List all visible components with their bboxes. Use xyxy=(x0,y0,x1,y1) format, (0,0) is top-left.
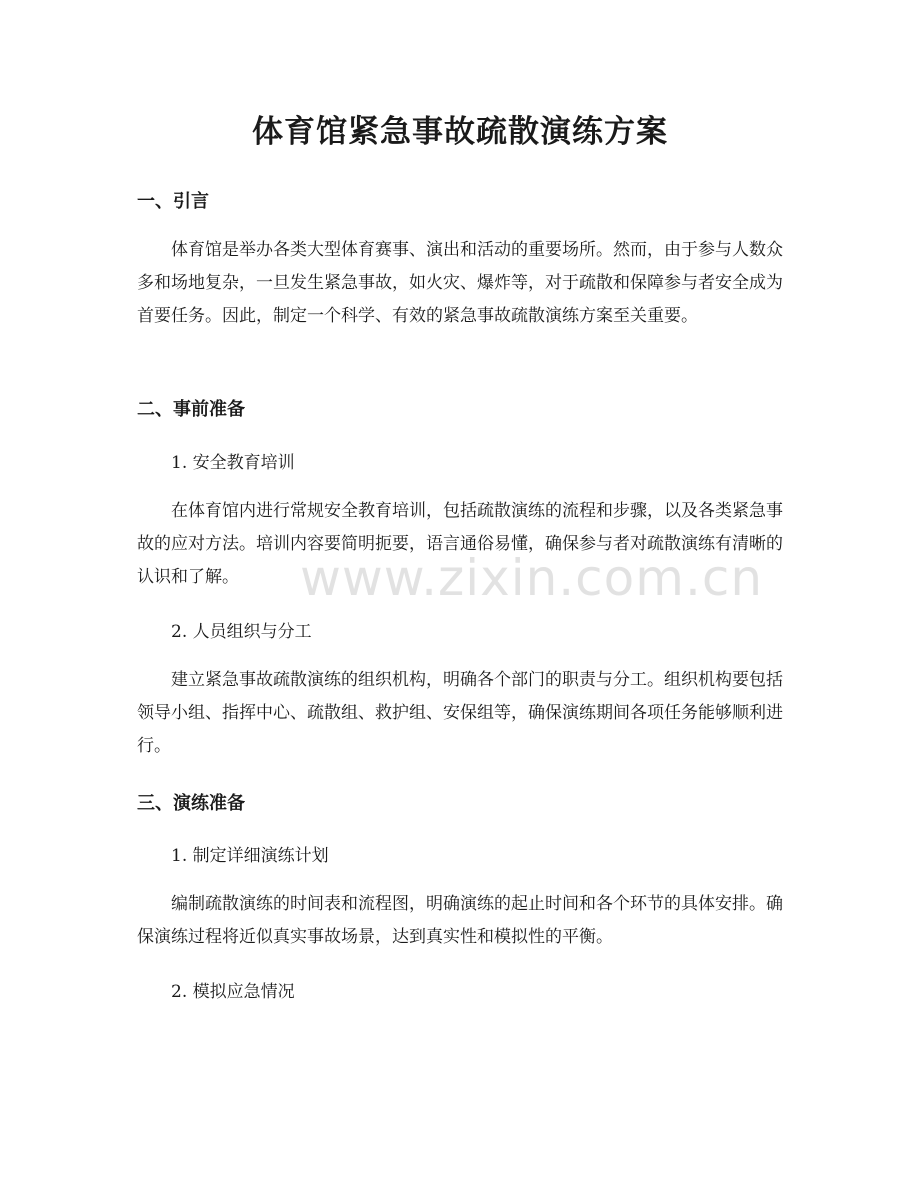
watermark: www.zixin.com.cn xyxy=(300,549,764,607)
staff-organization-paragraph: 建立紧急事故疏散演练的组织机构，明确各个部门的职责与分工。组织机构要包括领导小组、指挥中心、疏散组、救护组、安保组等，确保演练期间各项任务能够顺利进行。 xyxy=(137,670,783,756)
section-heading-drill-preparation: 三、演练准备 xyxy=(137,793,245,814)
subheading-simulate-emergency: 2. 模拟应急情况 xyxy=(171,982,295,1002)
drill-plan-paragraph: 编制疏散演练的时间表和流程图，明确演练的起止时间和各个环节的具体安排。确保演练过程将近似真实事故场景，达到真实性和模拟性的平衡。 xyxy=(137,894,783,947)
safety-training-paragraph: 在体育馆内进行常规安全教育培训，包括疏散演练的流程和步骤，以及各类紧急事故的应对方法。培训内容要简明扼要，语言通俗易懂，确保参与者对疏散演练有清晰的认识和了解。 xyxy=(137,501,783,587)
subheading-staff-organization: 2. 人员组织与分工 xyxy=(171,622,312,642)
intro-paragraph: 体育馆是举办各类大型体育赛事、演出和活动的重要场所。然而，由于参与人数众多和场地复杂，一旦发生紧急事故，如火灾、爆炸等，对于疏散和保障参与者安全成为首要任务。因此，制定一个科学、有效的紧急事故疏散演练方案至关重要。 xyxy=(137,240,783,326)
section-heading-preparation: 二、事前准备 xyxy=(137,399,245,420)
section-heading-intro: 一、引言 xyxy=(137,191,209,212)
subheading-safety-training: 1. 安全教育培训 xyxy=(171,453,295,473)
subheading-drill-plan: 1. 制定详细演练计划 xyxy=(171,846,329,866)
document-title: 体育馆紧急事故疏散演练方案 xyxy=(252,114,668,150)
